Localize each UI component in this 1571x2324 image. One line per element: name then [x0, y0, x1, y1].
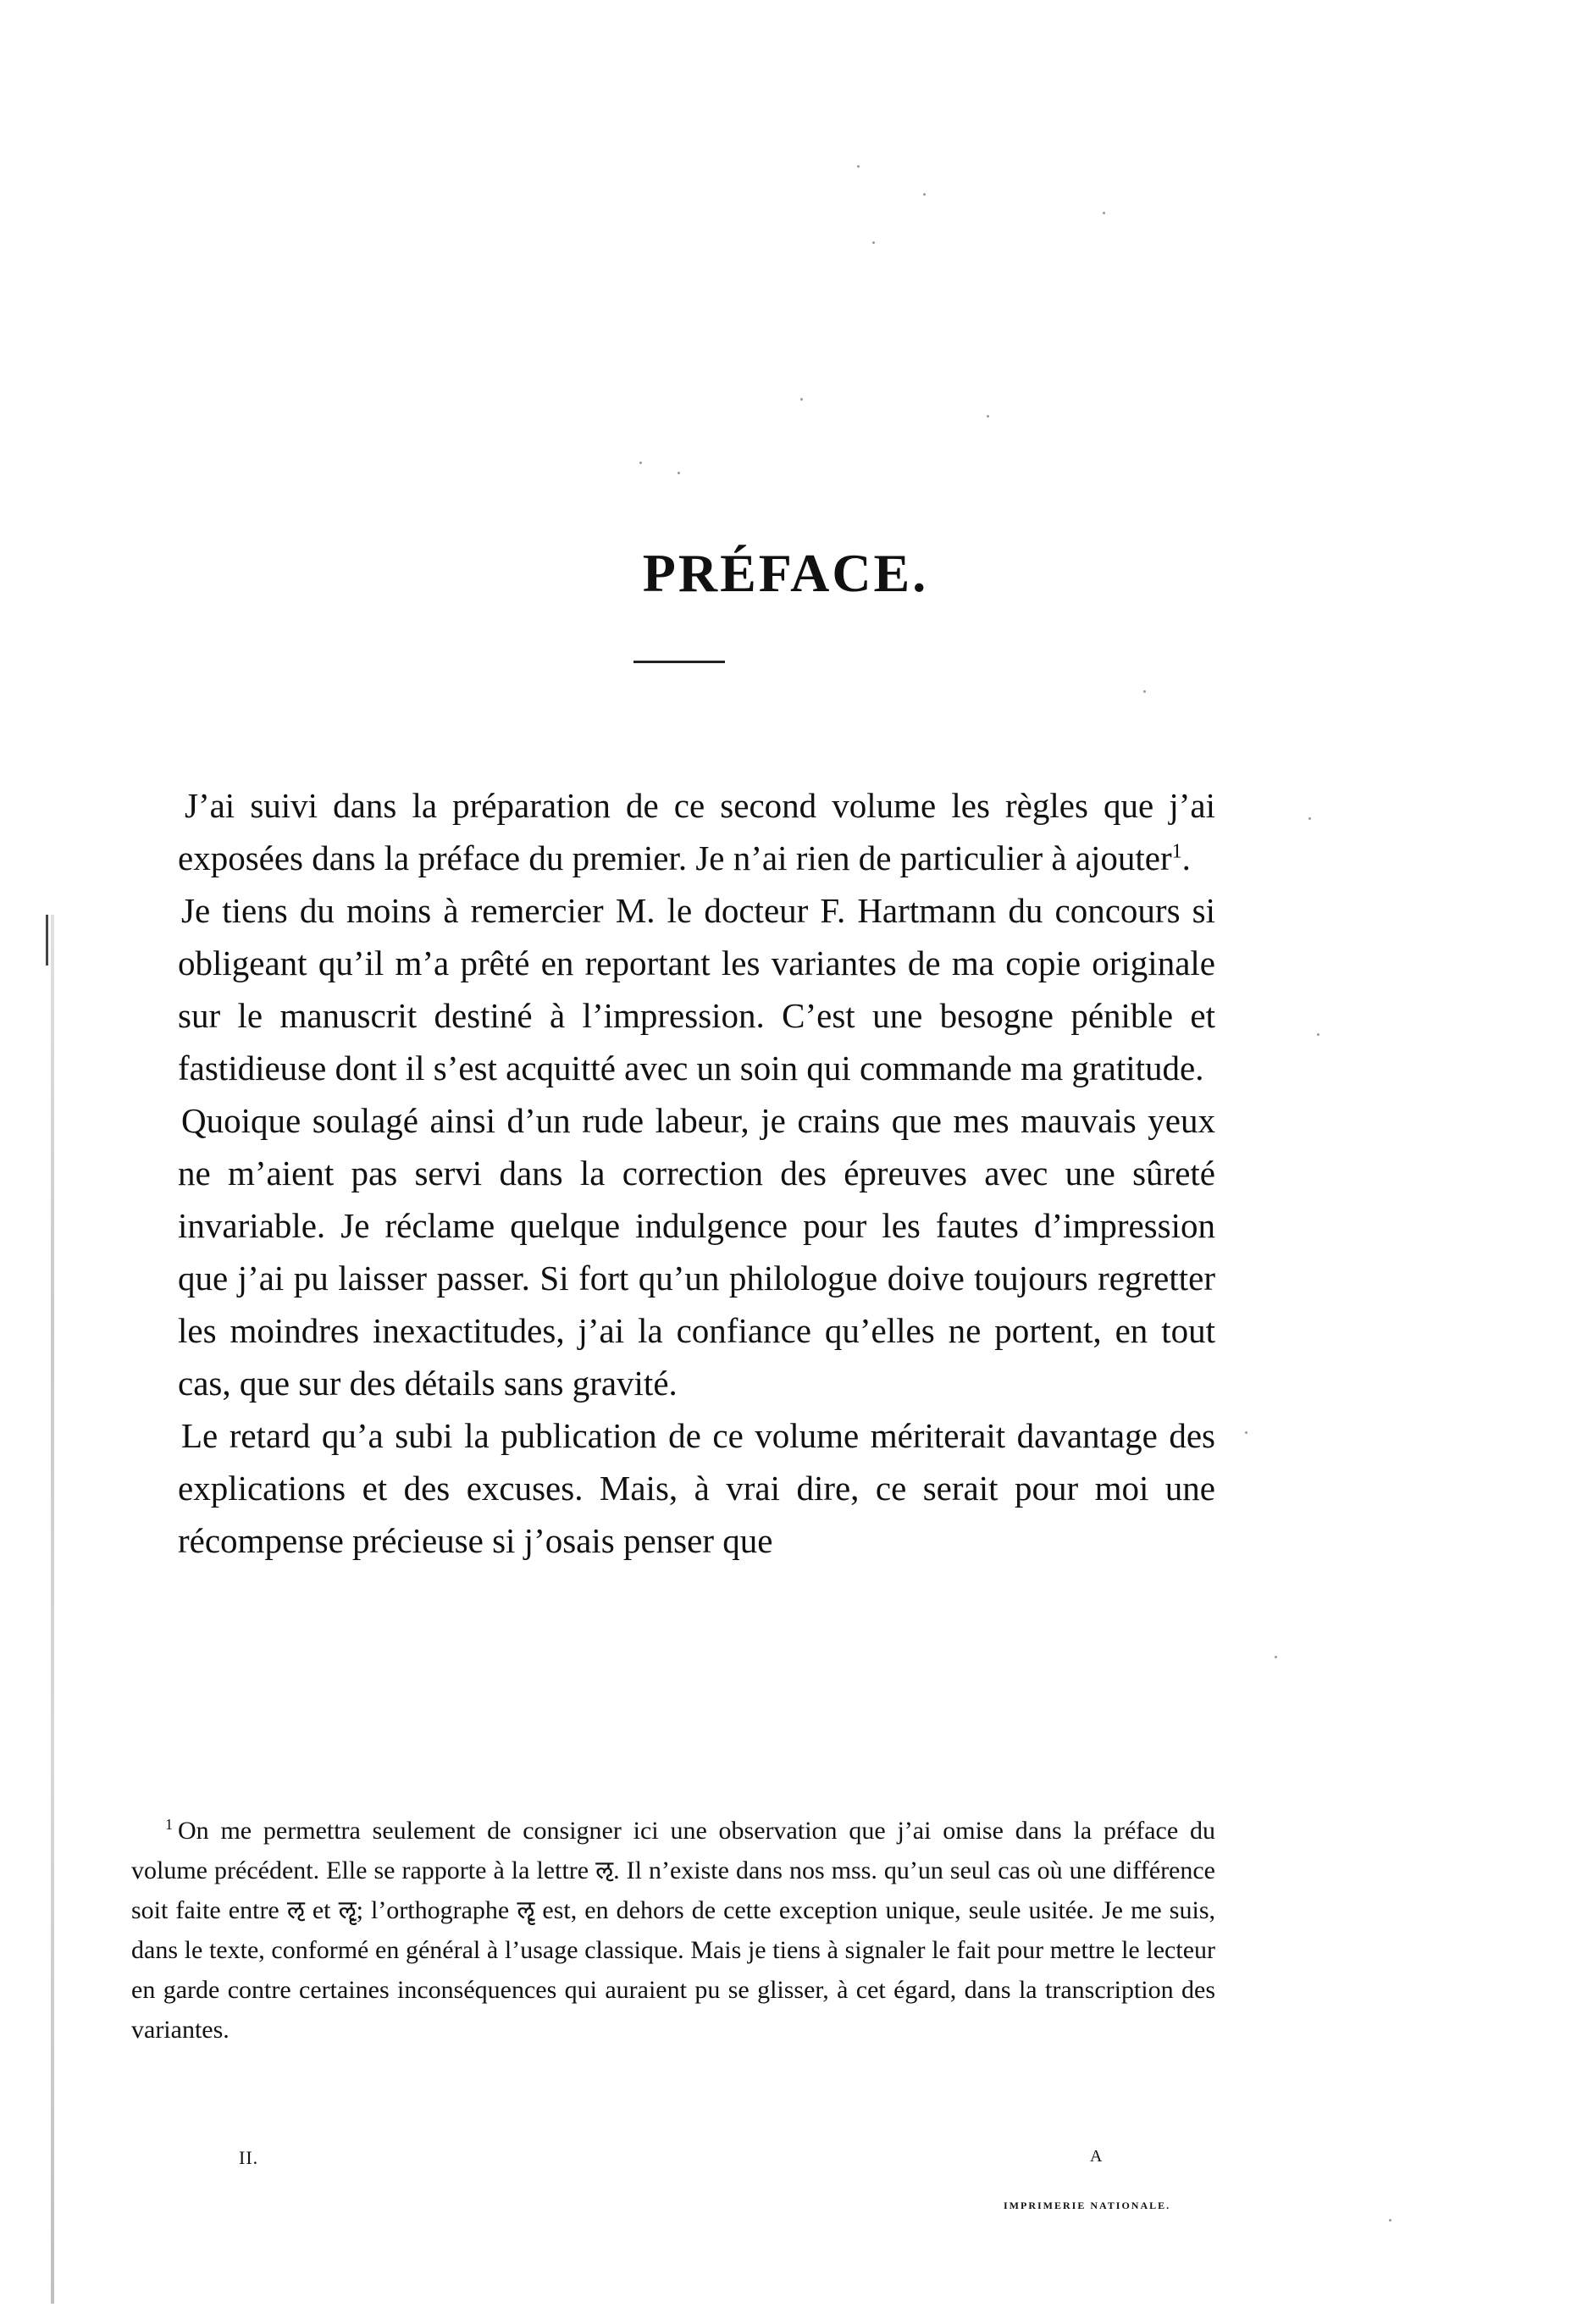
scan-speck: [1275, 1656, 1277, 1658]
footnote-marker: 1: [165, 1816, 173, 1833]
paragraph-end: .: [1181, 838, 1191, 877]
paragraph: [178, 779, 1215, 884]
scan-speck: [923, 193, 926, 196]
scan-speck: [857, 165, 860, 168]
binding-edge: [51, 915, 54, 2304]
scan-speck: [639, 462, 642, 464]
binding-mark: [46, 915, 48, 966]
footnote-paragraph: [131, 1811, 1215, 2050]
paragraph: [178, 884, 1215, 1094]
signature-mark: II.: [239, 2147, 259, 2168]
paragraph-text: Quoique soulagé ainsi d’un rude labeur, je crains que mes mauvais yeux ne m’aient pas servi dans la correction des épreuves avec une sûreté invariable. Je réclame quelque indulgence pour les fautes d’impression que j’ai pu laisser passer. Si fort qu’un philologue doive toujours regretter les moindres inexactitudes, j’ai la confiance qu’elles ne portent, en tout cas, que sur des détails sans gravité.: [178, 1101, 1215, 1403]
scan-speck: [1317, 1033, 1319, 1036]
scan-speck: [872, 241, 875, 244]
scan-speck: [1103, 212, 1105, 214]
paragraph-text: J’ai suivi dans la préparation de ce second volume les règles que j’ai exposées dans la préface du premier. Je n’ai rien de particulier à ajouter: [178, 786, 1215, 877]
paragraph-text: Je tiens du moins à remercier M. le docteur F. Hartmann du concours si obligeant qu’il m’a prêté en reportant les variantes de ma copie originale sur le manuscrit destiné à l’impression. C’est une besogne pénible et fastidieuse dont il s’est acquitté avec un soin qui commande ma gratitude.: [178, 891, 1215, 1087]
title-rule: [633, 661, 725, 663]
paragraph: [178, 1409, 1215, 1567]
printer-imprint: IMPRIMERIE NATIONALE.: [1004, 2200, 1171, 2211]
scan-speck: [1389, 2219, 1391, 2222]
scan-speck: [1143, 690, 1146, 693]
gathering-letter: A: [1090, 2147, 1103, 2166]
footnote-reference: 1: [1171, 840, 1182, 863]
paragraph-text: Le retard qu’a subi la publication de ce volume mériterait davantage des explications et des excuses. Mais, à vrai dire, ce serait pour moi une récompense précieuse si j’osais penser que: [178, 1416, 1215, 1560]
scan-speck: [678, 472, 680, 474]
paragraph: [178, 1094, 1215, 1409]
scan-speck: [1245, 1431, 1247, 1434]
scan-speck: [1308, 817, 1311, 820]
footnote: [131, 1811, 1215, 2050]
footnote-text: On me permettra seulement de consigner ici une observation que j’ai omise dans la préface du volume précédent. Elle se rapporte à la lettre ऌ. Il n’existe dans nos mss. qu’un seul cas où une différence soit faite entre ऌ et ऌृ; l’orthographe ऌृ est, en dehors de cette exception unique, seule usitée. Je me suis, dans le texte, conformé en général à l’usage classique. Mais je tiens à signaler le fait pour mettre le lecteur en garde contre certaines inconséquences qui auraient pu se glisser, à cet égard, dans la transcription des variantes.: [131, 1817, 1215, 2044]
page-title: PRÉFACE.: [642, 543, 929, 603]
preface-body: [178, 779, 1215, 1567]
scan-speck: [987, 415, 989, 418]
scan-speck: [800, 398, 803, 401]
